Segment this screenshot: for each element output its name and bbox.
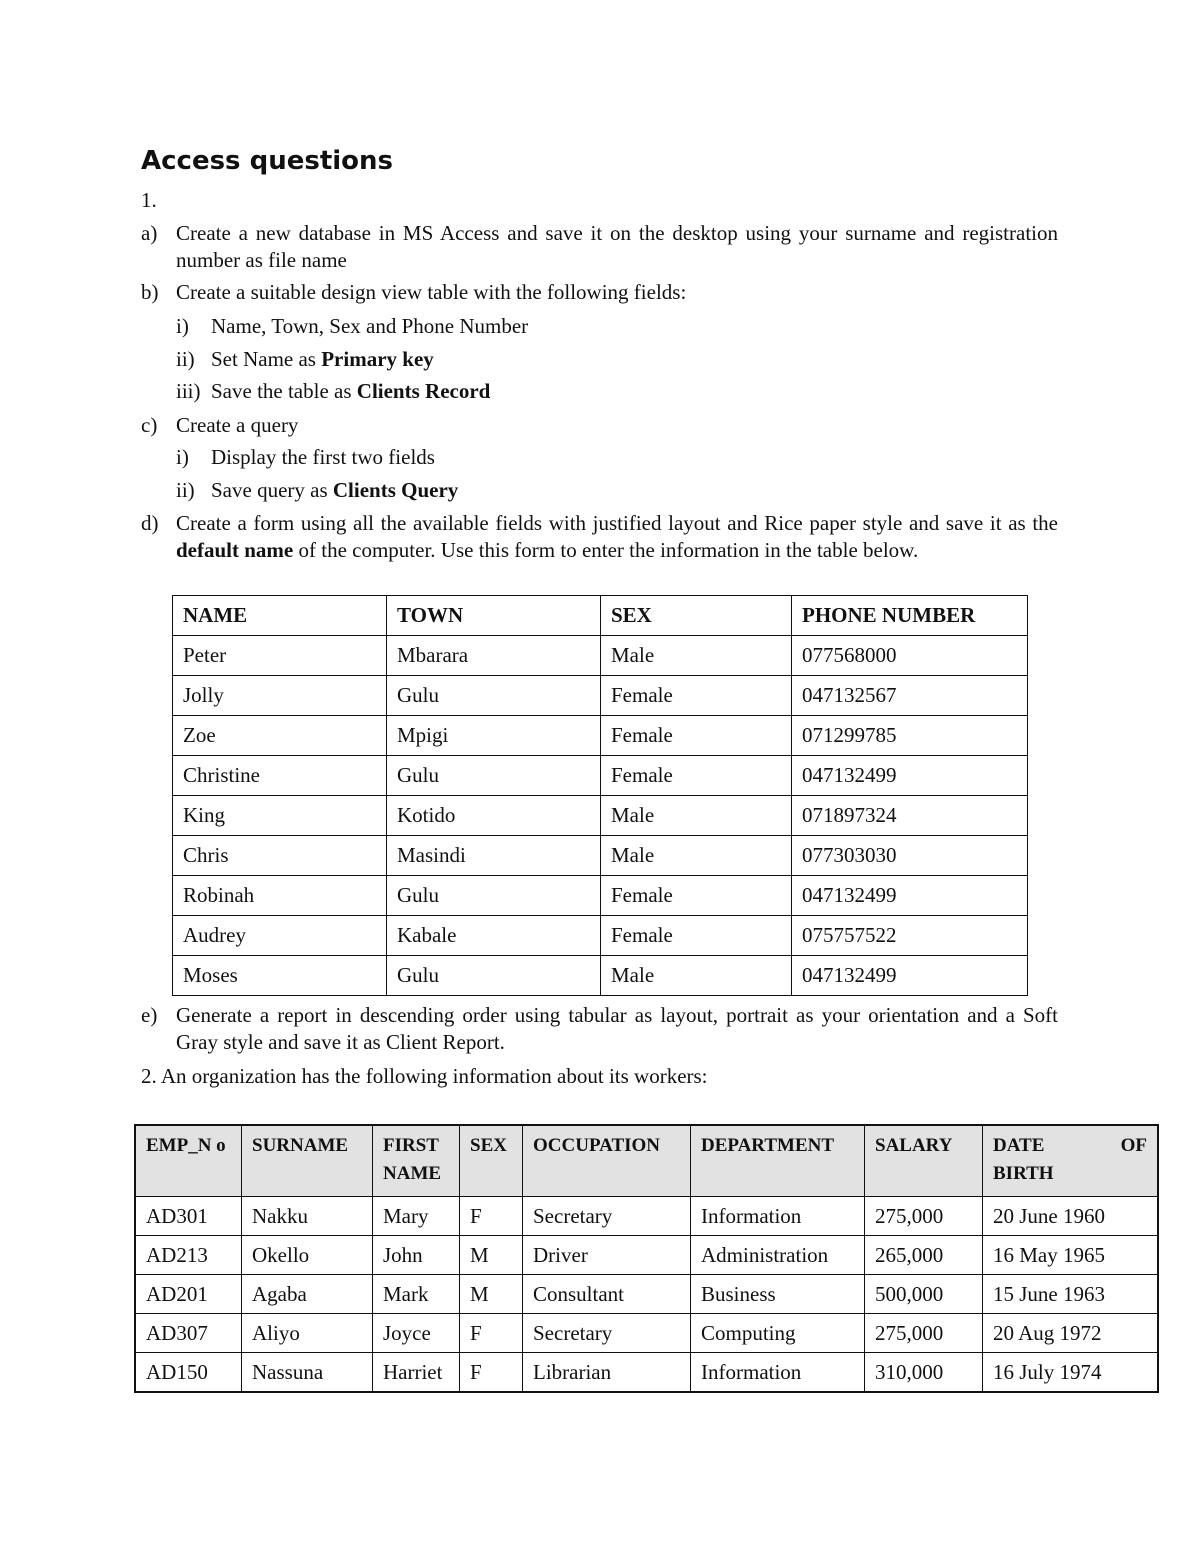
cell-salary: 275,000 xyxy=(865,1197,983,1236)
cell-department: Information xyxy=(691,1353,865,1393)
cell-emp-no: AD213 xyxy=(135,1236,242,1275)
table-row xyxy=(173,636,1028,676)
item-d-post: of the computer. Use this form to enter the information in the table below. xyxy=(293,538,919,562)
cell-sex: Male xyxy=(601,636,792,676)
cell-name: King xyxy=(173,796,387,836)
item-b-i-label: i) xyxy=(176,314,189,338)
item-d-text xyxy=(176,510,1058,564)
page-title: Access questions xyxy=(141,146,394,176)
workers-table xyxy=(134,1124,1159,1393)
cell-emp-no: AD150 xyxy=(135,1353,242,1393)
cell-emp-no: AD201 xyxy=(135,1275,242,1314)
cell-surname: Aliyo xyxy=(242,1314,373,1353)
table-row xyxy=(173,796,1028,836)
item-c-i-text: Display the first two fields xyxy=(211,445,435,469)
cell-occupation: Consultant xyxy=(523,1275,691,1314)
cell-sex: Female xyxy=(601,756,792,796)
cell-sex: F xyxy=(460,1314,523,1353)
cell-phone: 047132499 xyxy=(792,756,1028,796)
clients-record-emphasis: Clients Record xyxy=(356,379,491,403)
item-a-label: a) xyxy=(141,221,158,245)
item-c-text: Create a query xyxy=(176,413,299,437)
cell-name: Christine xyxy=(173,756,387,796)
item-d-label: d) xyxy=(141,511,159,535)
question-2-text: 2. An organization has the following information about its workers: xyxy=(141,1064,708,1088)
item-b-ii-label: ii) xyxy=(176,347,195,371)
item-b-iii-pre: Save the table as xyxy=(211,379,357,403)
cell-occupation: Secretary xyxy=(523,1314,691,1353)
cell-surname: Nakku xyxy=(242,1197,373,1236)
cell-town: Gulu xyxy=(387,876,601,916)
cell-sex: Male xyxy=(601,836,792,876)
cell-department: Computing xyxy=(691,1314,865,1353)
cell-surname: Nassuna xyxy=(242,1353,373,1393)
cell-sex: Female xyxy=(601,676,792,716)
cell-name: Zoe xyxy=(173,716,387,756)
table-row xyxy=(135,1353,1158,1393)
cell-town: Mbarara xyxy=(387,636,601,676)
cell-phone: 047132499 xyxy=(792,956,1028,996)
cell-town: Mpigi xyxy=(387,716,601,756)
column-header-sex: SEX xyxy=(601,596,792,636)
cell-department: Business xyxy=(691,1275,865,1314)
column-header-date-of-birth xyxy=(983,1125,1159,1197)
cell-department: Administration xyxy=(691,1236,865,1275)
cell-date-of-birth: 16 July 1974 xyxy=(983,1353,1159,1393)
cell-phone: 077303030 xyxy=(792,836,1028,876)
cell-salary: 500,000 xyxy=(865,1275,983,1314)
table-row xyxy=(135,1236,1158,1275)
cell-first-name: Mark xyxy=(373,1275,460,1314)
item-b-iii-text xyxy=(211,378,490,405)
dob-word-birth: BIRTH xyxy=(993,1163,1054,1184)
cell-town: Gulu xyxy=(387,676,601,716)
question-1-number: 1. xyxy=(141,188,157,212)
cell-sex: F xyxy=(460,1353,523,1393)
cell-sex: Male xyxy=(601,796,792,836)
item-d-pre: Create a form using all the available fields with justified layout and Rice paper style and save it as the xyxy=(176,511,1058,535)
item-a-text: Create a new database in MS Access and save it on the desktop using your surname and registration number as file name xyxy=(176,221,1058,272)
cell-phone: 071897324 xyxy=(792,796,1028,836)
cell-phone: 075757522 xyxy=(792,916,1028,956)
cell-emp-no: AD307 xyxy=(135,1314,242,1353)
item-b-i-text: Name, Town, Sex and Phone Number xyxy=(211,314,529,338)
cell-name: Jolly xyxy=(173,676,387,716)
table-row xyxy=(173,916,1028,956)
column-header-sex: SEX xyxy=(460,1125,523,1197)
cell-town: Kabale xyxy=(387,916,601,956)
cell-phone: 071299785 xyxy=(792,716,1028,756)
column-header-phone-number: PHONE NUMBER xyxy=(792,596,1028,636)
item-b-label: b) xyxy=(141,280,159,304)
table-row xyxy=(135,1275,1158,1314)
item-b-ii-pre: Set Name as xyxy=(211,347,322,371)
cell-department: Information xyxy=(691,1197,865,1236)
date-of-birth-header-line xyxy=(993,1132,1147,1160)
table-row xyxy=(173,876,1028,916)
item-c-label: c) xyxy=(141,413,158,437)
cell-surname: Agaba xyxy=(242,1275,373,1314)
cell-occupation: Driver xyxy=(523,1236,691,1275)
cell-sex: Female xyxy=(601,916,792,956)
cell-sex: F xyxy=(460,1197,523,1236)
item-e-text: Generate a report in descending order using tabular as layout, portrait as your orientation and a Soft Gray style and save it as Client Report. xyxy=(176,1003,1058,1054)
column-header-name: NAME xyxy=(173,596,387,636)
default-name-emphasis: default name xyxy=(176,538,294,562)
cell-first-name: Mary xyxy=(373,1197,460,1236)
cell-date-of-birth: 20 June 1960 xyxy=(983,1197,1159,1236)
column-header-emp-no: EMP_N o xyxy=(135,1125,242,1197)
dob-word-of: OF xyxy=(1120,1135,1147,1156)
table-header-row xyxy=(135,1125,1158,1197)
cell-sex: M xyxy=(460,1275,523,1314)
cell-surname: Okello xyxy=(242,1236,373,1275)
cell-salary: 265,000 xyxy=(865,1236,983,1275)
cell-date-of-birth: 20 Aug 1972 xyxy=(983,1314,1159,1353)
cell-phone: 077568000 xyxy=(792,636,1028,676)
dob-word-date: DATE xyxy=(993,1135,1045,1156)
column-header-department: DEPARTMENT xyxy=(691,1125,865,1197)
cell-town: Masindi xyxy=(387,836,601,876)
clients-query-emphasis: Clients Query xyxy=(332,478,459,502)
column-header-occupation: OCCUPATION xyxy=(523,1125,691,1197)
cell-name: Robinah xyxy=(173,876,387,916)
table-row xyxy=(173,756,1028,796)
cell-occupation: Librarian xyxy=(523,1353,691,1393)
cell-name: Chris xyxy=(173,836,387,876)
clients-table xyxy=(172,595,1028,996)
cell-emp-no: AD301 xyxy=(135,1197,242,1236)
column-header-surname: SURNAME xyxy=(242,1125,373,1197)
item-c-ii-label: ii) xyxy=(176,478,195,502)
item-c-ii-pre: Save query as xyxy=(211,478,333,502)
item-b-ii-text xyxy=(211,346,434,373)
cell-date-of-birth: 16 May 1965 xyxy=(983,1236,1159,1275)
table-row xyxy=(173,716,1028,756)
table-row xyxy=(135,1197,1158,1236)
cell-name: Peter xyxy=(173,636,387,676)
cell-town: Gulu xyxy=(387,756,601,796)
cell-date-of-birth: 15 June 1963 xyxy=(983,1275,1159,1314)
item-b-text: Create a suitable design view table with the following fields: xyxy=(176,280,687,304)
cell-salary: 275,000 xyxy=(865,1314,983,1353)
cell-first-name: Joyce xyxy=(373,1314,460,1353)
table-header-row xyxy=(173,596,1028,636)
table-row xyxy=(173,956,1028,996)
cell-occupation: Secretary xyxy=(523,1197,691,1236)
table-row xyxy=(173,676,1028,716)
table-row xyxy=(173,836,1028,876)
column-header-salary: SALARY xyxy=(865,1125,983,1197)
table-row xyxy=(135,1314,1158,1353)
cell-first-name: Harriet xyxy=(373,1353,460,1393)
cell-town: Kotido xyxy=(387,796,601,836)
cell-phone: 047132499 xyxy=(792,876,1028,916)
cell-town: Gulu xyxy=(387,956,601,996)
item-c-ii-text xyxy=(211,477,458,504)
cell-first-name: John xyxy=(373,1236,460,1275)
column-header-town: TOWN xyxy=(387,596,601,636)
cell-phone: 047132567 xyxy=(792,676,1028,716)
item-c-i-label: i) xyxy=(176,445,189,469)
cell-sex: Male xyxy=(601,956,792,996)
cell-name: Audrey xyxy=(173,916,387,956)
cell-sex: M xyxy=(460,1236,523,1275)
cell-sex: Female xyxy=(601,876,792,916)
item-e-label: e) xyxy=(141,1003,158,1027)
primary-key-emphasis: Primary key xyxy=(321,347,434,371)
item-b-iii-label: iii) xyxy=(176,379,201,403)
column-header-first-name: FIRST NAME xyxy=(373,1125,460,1197)
cell-name: Moses xyxy=(173,956,387,996)
cell-sex: Female xyxy=(601,716,792,756)
cell-salary: 310,000 xyxy=(865,1353,983,1393)
